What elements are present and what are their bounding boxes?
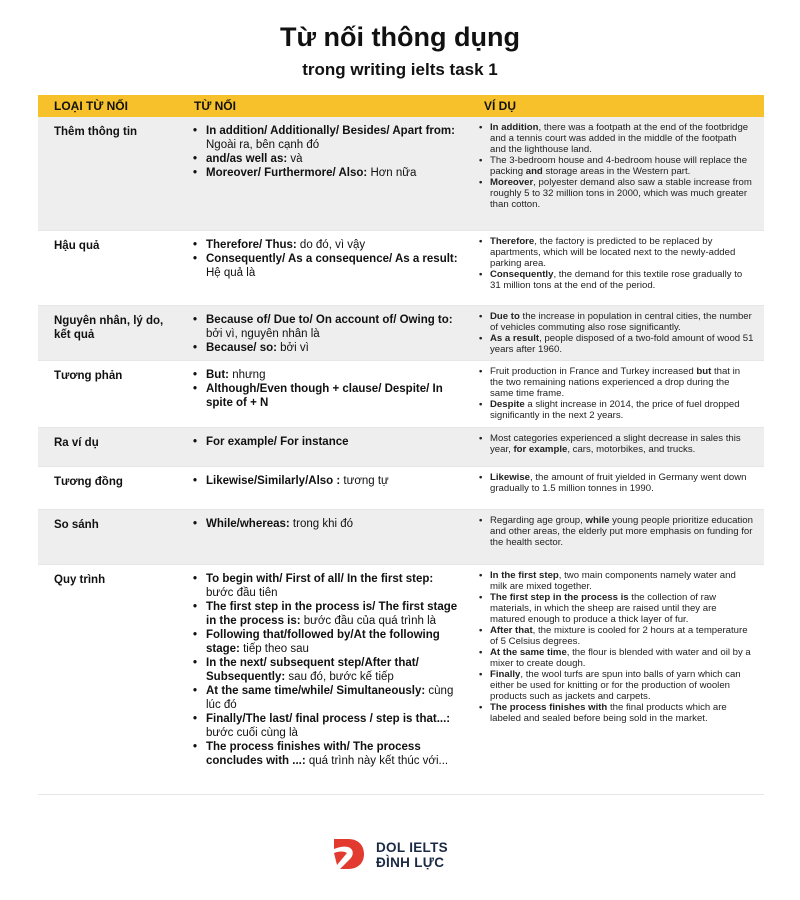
connector-term: The first step in the process is/ The first stage in the process is: [206, 601, 458, 627]
example-post: , the wool turfs are spun into balls of yarn which can either be used for knitting or for the production of woolen products such as jackets and carpets. [490, 669, 741, 702]
example-bold: Despite [490, 399, 525, 410]
brand-logo [330, 835, 470, 875]
category-cell: Quy trình [54, 574, 106, 586]
example-bold: At the same time [490, 647, 567, 658]
connector-meaning: do đó, vì vậy [296, 239, 366, 251]
example-post: , the factory is predicted to be replaced by apartments, which will be located next to the newly-added parking area. [490, 236, 736, 269]
connector-term: Although/Even though + clause/ Despite/ In spite of + N [206, 383, 443, 409]
header-connectors: TỪ NỐI [194, 99, 236, 113]
connector-item [206, 600, 462, 628]
connector-item [206, 474, 462, 488]
example-bold: In addition [490, 122, 539, 133]
table-body [38, 117, 764, 795]
connector-term: Following that/followed by/At the following stage: [206, 629, 440, 655]
example-pre: The 3-bedroom house and 4-bedroom house will replace the packing [490, 155, 748, 177]
connector-item [206, 572, 462, 600]
examples-cell [470, 565, 764, 794]
category-cell: Ra ví dụ [54, 437, 99, 449]
examples-cell [470, 117, 764, 230]
connectors-cell [176, 565, 470, 794]
connectors-cell [176, 306, 470, 360]
connector-meaning: và [287, 153, 303, 165]
example-bold: Therefore [490, 236, 535, 247]
example-post: the final products which are labeled and sealed before being sold in the market. [490, 702, 727, 724]
example-post: a slight increase in 2014, the price of fuel dropped significantly in the next 2 years. [490, 399, 740, 421]
example-post: that in the two remaining nations experienced a drop during the same time frame. [490, 366, 741, 399]
example-post: , people disposed of a two-fold amount of wood 51 years after 1960. [490, 333, 754, 355]
table-row [38, 361, 764, 428]
table-row [38, 467, 764, 510]
connector-meaning: tương tự [340, 475, 389, 487]
example-bold: In the first step [490, 570, 559, 581]
example-bold: while [585, 515, 610, 526]
example-item [490, 570, 754, 592]
connector-term: and/as well as: [206, 153, 288, 165]
table-row [38, 428, 764, 467]
example-bold: and [525, 166, 543, 177]
connector-meaning: bởi vì [276, 342, 309, 354]
connector-term: Therefore/ Thus: [206, 239, 297, 251]
connectors-cell [176, 428, 470, 466]
header-category: LOẠI TỪ NỐI [54, 99, 128, 113]
logo-text [376, 840, 448, 870]
connector-term: The process finishes with/ The process concludes with ...: [206, 741, 421, 767]
example-item [490, 669, 754, 702]
connectors-cell [176, 361, 470, 427]
connector-item [206, 628, 462, 656]
example-post: , polyester demand also saw a stable increase from roughly 5 to 32 million tons in 2000, which was much greater than cotton. [490, 177, 752, 210]
category-cell: Tương đồng [54, 476, 123, 488]
connector-meaning: Hơn nữa [367, 167, 417, 179]
example-bold: As a result [490, 333, 540, 344]
connector-term: To begin with/ First of all/ In the first step: [206, 573, 434, 585]
connector-item [206, 368, 462, 382]
connector-meaning: cùng lúc đó [206, 685, 454, 711]
example-bold: for example [513, 444, 568, 455]
example-post: the collection of raw materials, in which the sheep are raised until they are matured enough to produce a thick layer of fur. [490, 592, 717, 625]
connectors-cell [176, 231, 470, 305]
example-bold: but [696, 366, 712, 377]
connector-term: While/whereas: [206, 518, 290, 530]
example-post: , two main components namely water and milk are mixed together. [490, 570, 736, 592]
connector-meaning: Hệ quả là [206, 267, 256, 279]
example-pre: Regarding age group, [490, 515, 586, 526]
connector-item [206, 238, 462, 252]
connector-item [206, 124, 462, 152]
connector-item [206, 166, 462, 180]
connector-item [206, 152, 462, 166]
example-item [490, 399, 754, 421]
connector-term: Because/ so: [206, 342, 277, 354]
connector-term: Because of/ Due to/ On account of/ Owing to: [206, 314, 453, 326]
connector-term: In addition/ Additionally/ Besides/ Apart from: [206, 125, 455, 137]
connector-meaning: trong khi đó [289, 518, 354, 530]
connectors-cell [176, 467, 470, 509]
example-post: young people prioritize education and other areas, the elderly put more emphasis on funding for the health sector. [490, 515, 753, 548]
table-row [38, 565, 764, 795]
example-bold: Finally [490, 669, 521, 680]
connector-item [206, 341, 462, 355]
connector-term: Likewise/Similarly/Also : [206, 475, 341, 487]
example-item [490, 702, 754, 724]
category-cell: So sánh [54, 519, 99, 531]
example-item [490, 625, 754, 647]
category-cell: Nguyên nhân, lý do, kết quả [54, 315, 164, 341]
table-row [38, 117, 764, 231]
connector-meaning: bước đầu của quá trình là [300, 615, 437, 627]
example-item [490, 592, 754, 625]
example-item [490, 311, 754, 333]
example-bold: The process finishes with [490, 702, 608, 713]
example-item [490, 177, 754, 210]
example-bold: Moreover [490, 177, 534, 188]
example-item [490, 472, 754, 494]
category-cell: Thêm thông tin [54, 126, 138, 138]
example-item [490, 366, 754, 399]
connectors-cell [176, 117, 470, 230]
example-bold: Likewise [490, 472, 530, 483]
connector-item [206, 517, 462, 531]
example-item [490, 236, 754, 269]
example-post: , the mixture is cooled for 2 hours at a temperature of 5 Celsius degrees. [490, 625, 748, 647]
example-item [490, 515, 754, 548]
examples-cell [470, 428, 764, 466]
connector-item [206, 382, 462, 410]
table-header [38, 95, 764, 117]
connector-meaning: bởi vì, nguyên nhân là [206, 328, 320, 340]
connector-meaning: quá trình này kết thúc với... [305, 755, 449, 767]
connector-term: Finally/The last/ final process / step is that...: [206, 713, 451, 725]
examples-cell [470, 231, 764, 305]
examples-cell [470, 361, 764, 427]
example-post: , there was a footpath at the end of the footbridge and a tennis court was added in the middle of the footpath and the lighthouse land. [490, 122, 749, 155]
example-item [490, 122, 754, 155]
example-pre: Most categories experienced a slight decrease in sales this year, [490, 433, 741, 455]
page-title: Từ nối thông dụng [280, 22, 520, 52]
connector-item [206, 656, 462, 684]
example-bold: Consequently [490, 269, 554, 280]
connector-meaning: bước đầu tiên [206, 587, 278, 599]
connector-meaning: sau đó, bước kế tiếp [285, 671, 394, 683]
connector-item [206, 712, 462, 740]
examples-cell [470, 467, 764, 509]
page-subtitle: trong writing ielts task 1 [302, 60, 498, 79]
example-post: the increase in population in central cities, the number of vehicles commuting also rose significantly. [490, 311, 752, 333]
connector-item [206, 252, 462, 280]
connector-term: For example/ For instance [206, 436, 349, 448]
table-row [38, 231, 764, 306]
examples-cell [470, 510, 764, 564]
connector-term: But: [206, 369, 229, 381]
example-item [490, 269, 754, 291]
example-item [490, 647, 754, 669]
connector-item [206, 435, 462, 449]
connector-meaning: Ngoài ra, bên cạnh đó [206, 139, 320, 151]
connector-meaning: tiếp theo sau [239, 643, 309, 655]
connector-term: Moreover/ Furthermore/ Also: [206, 167, 368, 179]
example-post: storage areas in the Western part. [542, 166, 691, 177]
header-examples: VÍ DỤ [484, 99, 517, 113]
example-post: , the amount of fruit yielded in Germany went down gradually to 1.5 million tonnes in 1990. [490, 472, 747, 494]
category-cell: Hậu quả [54, 240, 100, 252]
connector-term: At the same time/while/ Simultaneously: [206, 685, 426, 697]
logo-line-1: DOL IELTS [376, 840, 448, 855]
table-row [38, 306, 764, 361]
connector-item [206, 684, 462, 712]
connector-item [206, 313, 462, 341]
example-bold: The first step in the process is [490, 592, 629, 603]
example-item [490, 155, 754, 177]
example-post: , the flour is blended with water and oil by a mixer to create dough. [490, 647, 751, 669]
category-cell: Tương phản [54, 370, 123, 382]
table-row [38, 510, 764, 565]
example-post: , the demand for this textile rose gradually to 31 million tons at the end of the period. [490, 269, 743, 291]
example-bold: Due to [490, 311, 520, 322]
connector-meaning: bước cuối cùng là [206, 727, 298, 739]
example-bold: After that [490, 625, 533, 636]
dol-logo-icon [330, 837, 366, 871]
example-item [490, 433, 754, 455]
example-pre: Fruit production in France and Turkey increased [490, 366, 697, 377]
connector-meaning: nhưng [229, 369, 266, 381]
connectors-table [38, 95, 764, 795]
connectors-cell [176, 510, 470, 564]
example-post: , cars, motorbikes, and trucks. [567, 444, 696, 455]
examples-cell [470, 306, 764, 360]
connector-term: Consequently/ As a consequence/ As a result: [206, 253, 458, 265]
logo-line-2: ĐÌNH LỰC [376, 855, 445, 870]
example-item [490, 333, 754, 355]
connector-item [206, 740, 462, 768]
connector-term: In the next/ subsequent step/After that/ Subsequently: [206, 657, 419, 683]
